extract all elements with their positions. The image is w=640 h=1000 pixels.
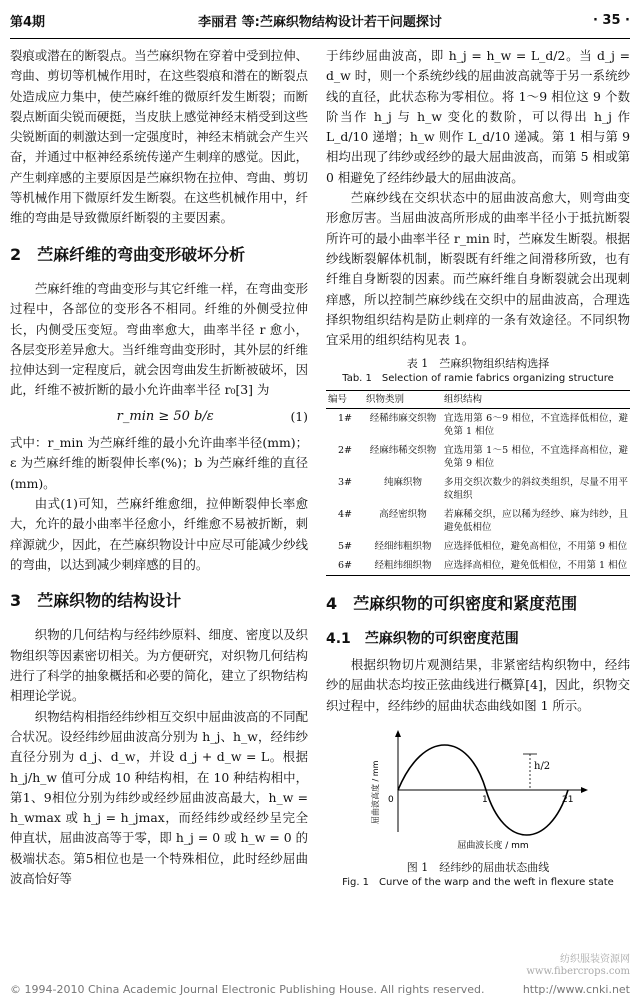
section-heading-4: 4 苎麻织物的可织密度和紧度范围 <box>326 594 578 614</box>
header-rule <box>10 38 630 39</box>
issue-label: 第4期 <box>10 14 46 30</box>
table-row <box>326 409 630 442</box>
x-axis-label: 屈曲波长度 / mm <box>457 840 529 851</box>
equation-body: r_min ≥ 50 b/ε <box>116 408 214 424</box>
running-title: 李丽君 等:苎麻织物结构设计若干问题探讨 <box>198 14 442 30</box>
left-column <box>10 46 308 889</box>
table-cell: 多用交织次数少的斜纹类组织，尽量不用平纹组织 <box>444 477 628 502</box>
paragraph: 织物的几何结构与经纬纱原料、细度、密度以及织物组织等因素密切相关。为方便研究，对织物几何结构进行了科学的抽象概括和必要的简化，建立了织物结构相理论学说。 <box>10 627 308 704</box>
figure-caption-cn: 图 1 经纬纱的屈曲状态曲线 <box>406 861 550 875</box>
table-cell: 1# <box>337 413 352 425</box>
table-row <box>326 556 630 576</box>
table-header: 编号 <box>326 391 364 409</box>
table-cell: 应选择低相位，避免高相位，不用第 9 相位 <box>444 541 628 553</box>
tick-label: 0 <box>388 794 394 805</box>
table-cell: 2# <box>337 445 352 457</box>
page-header <box>10 4 630 36</box>
watermark-text: 纺织服装资源网 <box>560 954 630 965</box>
paragraph: 裂痕或潜在的断裂点。当苎麻织物在穿着中受到拉伸、弯曲、剪切等机械作用时，在这些裂痕和潜在的断裂点处造成应力集中，使苎麻纤维的微原纤发生断裂；而断裂点断面尖锐而硬挺，当皮肤上感觉神经末梢受到这些尖锐断面的刺激达到一定强度时，神经末梢就会产生兴奋，并通过中枢神经系统传递产生刺痒的感觉。因此，产生刺痒感的主要原因是苎麻织物在拉伸、弯曲、剪切等机械作用下微原纤发生断裂。在这些机械作用中，纤维的弯曲是导致微原纤断裂的主要因素。 <box>10 48 308 226</box>
table-cell: 经麻纬稀交织物 <box>369 445 437 457</box>
y-axis-arrow <box>395 730 401 737</box>
section-heading-3: 3 苎麻织物的结构设计 <box>10 591 182 611</box>
equation-1 <box>10 407 308 427</box>
table-header: 织物类别 <box>364 391 442 409</box>
watermark-url: www.fibercrops.com <box>526 966 630 977</box>
paragraph: 苎麻纱线在交织状态中的屈曲波高愈大，则弯曲变形愈厉害。当屈曲波高所形成的曲率半径小于抵抗断裂所许可的最小曲率半径 r_min 时，苎麻发生断裂。根据纱线断裂解体机制，断裂既有纤维之间滑移所致，也有纤维自身断裂的因素。而苎麻纤维自身断裂就会出现刺痒感，所以控制苎麻纱线在交织中的屈曲波高，合理选择织物组织结构是防止刺痒的一条有效途径。不同织物宜采用的组织结构见表 1。 <box>326 190 630 348</box>
table-cell: 经粗纬细织物 <box>364 556 442 576</box>
table-row <box>326 441 630 473</box>
table-cell: 宜选用第 6～9 相位，不宜选择低相位，避免第 1 相位 <box>444 413 628 438</box>
table-cell: 宜选用第 1～5 相位，不宜选择高相位，避免第 9 相位 <box>444 445 628 470</box>
figure-1 <box>326 724 630 890</box>
section-heading-2: 2 苎麻纤维的弯曲变形破坏分析 <box>10 244 246 264</box>
figure-caption-en: Fig. 1 Curve of the warp and the weft in flexure state <box>342 877 614 889</box>
table-cell: 6# <box>326 556 364 576</box>
watermark <box>526 954 630 978</box>
paragraph: 由式(1)可知，苎麻纤维愈细，拉伸断裂伸长率愈大，允许的最小曲率半径愈小，纤维愈不易被折断，刺痒源就少，因此，在苎麻织物设计中应尽可能减少纱线的弯曲，以达到减少刺痒感的目的。 <box>10 495 308 572</box>
right-column <box>326 46 630 890</box>
table-cell: 3# <box>337 477 352 489</box>
flexure-curve-diagram <box>358 724 598 854</box>
amplitude-label: h/2 <box>534 760 551 772</box>
table-cell: 应选择高相位，避免低相位，不用第 1 相位 <box>442 556 630 576</box>
table-row <box>326 537 630 556</box>
y-axis-label: 屈曲波高度 / mm <box>371 760 380 824</box>
tick-label: 21 <box>562 794 574 805</box>
copyright-notice: © 1994-2010 China Academic Journal Electronic Publishing House. All rights reserved. <box>10 983 485 996</box>
paragraph: 于纬纱屈曲波高，即 h_j = h_w = L_d/2。当 d_j = d_w 时，则一个系统纱线的屈曲波高就等于另一系统纱线的直径，此状态称为零相位。将 1～9 相位这 9 个数阶当作 h_j 与 h_w 变化的数阶，可以得出 h_j 作 L_d/10 递增；h_w 则作 L_d/10 递减。第 1 相与第 9 相均出现了纬纱或经纱的最大屈曲波高，而第 5 相或第 0 相避免了经纬纱最大的屈曲波高。 <box>326 48 630 185</box>
paragraph: 式中：r_min 为苎麻纤维的最小允许曲率半径(mm)；ε 为苎麻纤维的断裂伸长率(%)；b 为苎麻纤维的直径(mm)。 <box>10 435 308 491</box>
table-header: 组织结构 <box>442 391 630 409</box>
table-cell: 经细纬粗织物 <box>374 541 432 553</box>
table-cell: 高经密织物 <box>379 509 427 521</box>
page-footer <box>10 983 630 996</box>
table-cell: 经稀纬麻交织物 <box>369 413 437 425</box>
cnki-link[interactable]: http://www.cnki.net <box>522 983 630 996</box>
page-number: · 35 · <box>592 12 630 28</box>
subsection-heading-4-1: 4.1 苎麻织物的可织密度范围 <box>326 630 519 647</box>
table-cell: 纯麻织物 <box>383 477 422 489</box>
table-cell: 4# <box>337 509 352 521</box>
paragraph: 苎麻纤维的弯曲变形与其它纤维一样，在弯曲变形过程中，各部位的变形各不相同。纤维的外侧受拉伸长，内侧受压变短。弯曲率愈大，曲率半径 r 愈小，各层变形差异愈大。当纤维弯曲变形时，其外层的纤维拉伸达到一定程度后，就会因弯曲发生折断被破坏，因此，纤维不被折断的最小允许曲率半径 r₀[3] 为 <box>10 280 308 398</box>
structure-table <box>326 390 630 576</box>
tick-label: 1 <box>482 794 488 805</box>
paragraph: 织物结构相指经纬纱相互交织中屈曲波高的不同配合状况。设经纬纱屈曲波高分别为 h_j、h_w，经纬纱直径分别为 d_j、d_w，并设 d_j + d_w = L。根据 h_j/h_w 值可分成 10 种结构相，在 10 种结构相中，第1、9相位分别为纬纱或经纱屈曲波高最大，h_w = h_wmax 或 h_j = h_jmax，而经纬纱或经纱呈完全伸直状，屈曲波高等于零，即 h_j = 0 或 h_w = 0 的极端状态。第5相位也是一个特殊相位，此时经纱屈曲波高恰好等 <box>10 708 308 886</box>
equation-number: (1) <box>290 408 308 424</box>
x-axis-arrow <box>581 787 588 793</box>
table-cell: 5# <box>337 541 352 553</box>
paragraph: 根据织物切片观测结果，非紧密结构织物中，经纬纱的屈曲状态均按正弦曲线进行概算[4]，因此，织物交织过程中，经纬纱的屈曲状态曲线如图 1 所示。 <box>326 657 630 713</box>
table-row <box>326 505 630 537</box>
table-caption-en: Tab. 1 Selection of ramie fabrics organizing structure <box>342 373 614 385</box>
table-row <box>326 473 630 505</box>
table-caption-cn: 表 1 苎麻织物组织结构选择 <box>406 357 550 371</box>
table-cell: 若麻稀交织，应以稀为经纱、麻为纬纱，且避免低相位 <box>444 509 628 534</box>
